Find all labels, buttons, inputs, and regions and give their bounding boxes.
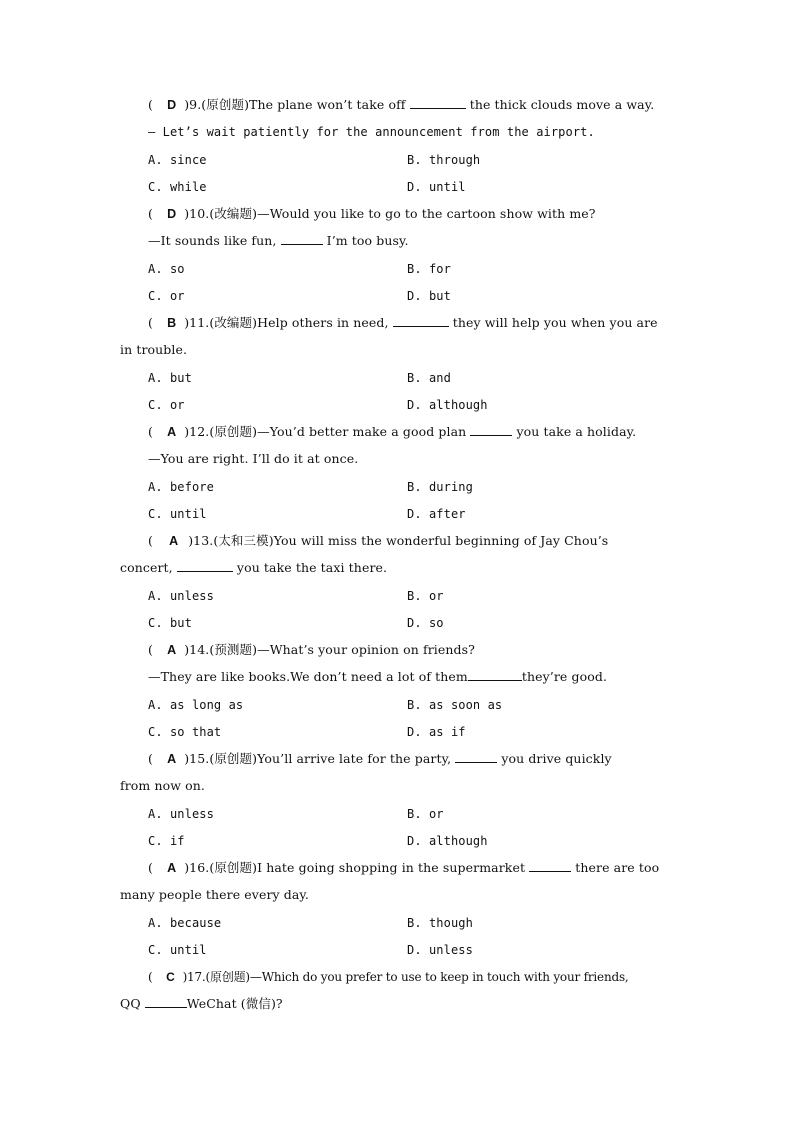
question-12-prefix: )12.(原创题)—You’d better make a good plan (184, 424, 467, 439)
option: D. although (407, 834, 488, 848)
question-9-prefix: )9.(原创题)The plane won’t take off (184, 97, 406, 112)
question-13-cont (120, 560, 387, 576)
answer-16: A (167, 861, 177, 875)
option: A. because (148, 916, 222, 930)
option: A. so (148, 262, 185, 276)
question-10 (148, 206, 596, 222)
question-12-reply: —You are right. I’ll do it at once. (148, 451, 359, 466)
blank (177, 560, 233, 572)
question-12-suffix: you take a holiday. (516, 424, 637, 439)
answer-13: A (169, 534, 179, 548)
cont-suffix: you take the taxi there. (236, 560, 388, 575)
paren: ( (148, 860, 153, 875)
question-16 (148, 860, 659, 876)
question-16-suffix: there are too (575, 860, 660, 875)
cont-prefix: concert, (120, 560, 173, 575)
reply-prefix: —It sounds like fun, (148, 233, 277, 248)
blank (529, 860, 571, 872)
question-17-cont (120, 996, 283, 1012)
question-14-reply (148, 669, 607, 685)
question-15-suffix: you drive quickly (501, 751, 612, 766)
question-10-prefix: )10.(改编题)—Would you like to go to the cartoon show with me? (184, 206, 596, 221)
option: C. while (148, 180, 207, 194)
answer-17: C (166, 970, 175, 984)
answer-9: D (167, 98, 177, 112)
question-14-prefix: )14.(预测题)—What’s your opinion on friends? (184, 642, 475, 657)
paren: ( (148, 642, 153, 657)
question-17 (148, 969, 629, 985)
paren: ( (148, 315, 153, 330)
question-9-suffix: the thick clouds move a way. (469, 97, 655, 112)
question-15-prefix: )15.(原创题)You’ll arrive late for the party, (184, 751, 452, 766)
answer-14: A (167, 643, 177, 657)
option: B. as soon as (407, 698, 503, 712)
reply-suffix: I’m too busy. (326, 233, 409, 248)
answer-10: D (167, 207, 177, 221)
option: D. after (407, 507, 466, 521)
paren: ( (148, 206, 153, 221)
blank (410, 97, 466, 109)
option: A. as long as (148, 698, 244, 712)
question-17-prefix: )17.(原创题)—Which do you prefer to use to keep in touch with your friends, (182, 970, 629, 984)
question-16-prefix: )16.(原创题)I hate going shopping in the supermarket (184, 860, 526, 875)
cont-prefix: QQ (120, 996, 141, 1011)
paren: ( (148, 533, 153, 548)
paren: ( (148, 97, 153, 112)
answer-12: A (167, 425, 177, 439)
option: B. or (407, 807, 444, 821)
paren: ( (148, 751, 153, 766)
question-11-prefix: )11.(改编题)Help others in need, (184, 315, 389, 330)
option: C. but (148, 616, 192, 630)
option: A. but (148, 371, 192, 385)
question-14 (148, 642, 475, 658)
question-9-reply: — Let’s wait patiently for the announcement from the airport. (148, 125, 595, 139)
cont-suffix: WeChat (微信)? (186, 996, 283, 1011)
option: D. although (407, 398, 488, 412)
question-13-prefix: )13.(太和三模)You will miss the wonderful beginning of Jay Chou’s (188, 533, 609, 548)
question-11-cont: in trouble. (120, 342, 188, 357)
option: A. unless (148, 807, 214, 821)
option: B. though (407, 916, 473, 930)
question-9 (148, 97, 654, 113)
question-15-cont: from now on. (120, 778, 205, 793)
option: C. until (148, 507, 207, 521)
blank (393, 315, 449, 327)
option: D. as if (407, 725, 466, 739)
reply-suffix: they’re good. (521, 669, 608, 684)
option: D. but (407, 289, 451, 303)
option: D. until (407, 180, 466, 194)
question-10-reply (148, 233, 409, 249)
blank (468, 669, 522, 681)
option: B. for (407, 262, 451, 276)
option: B. through (407, 153, 481, 167)
question-12 (148, 424, 636, 440)
question-11 (148, 315, 658, 331)
paren: ( (148, 424, 153, 439)
option: C. if (148, 834, 185, 848)
question-11-suffix: they will help you when you are (452, 315, 658, 330)
blank (455, 751, 497, 763)
option: B. during (407, 480, 473, 494)
blank (281, 233, 323, 245)
option: D. unless (407, 943, 473, 957)
answer-15: A (167, 752, 177, 766)
question-16-cont: many people there every day. (120, 887, 309, 902)
option: C. or (148, 289, 185, 303)
option: C. or (148, 398, 185, 412)
option: C. so that (148, 725, 222, 739)
question-15 (148, 751, 612, 767)
option: A. since (148, 153, 207, 167)
option: A. before (148, 480, 214, 494)
option: C. until (148, 943, 207, 957)
option: B. and (407, 371, 451, 385)
reply-prefix: —They are like books.We don’t need a lot of them (148, 669, 468, 684)
option: B. or (407, 589, 444, 603)
option: A. unless (148, 589, 214, 603)
blank (470, 424, 512, 436)
answer-11: B (167, 316, 177, 330)
blank (145, 996, 187, 1008)
paren: ( (148, 970, 153, 984)
question-13 (148, 533, 608, 549)
option: D. so (407, 616, 444, 630)
